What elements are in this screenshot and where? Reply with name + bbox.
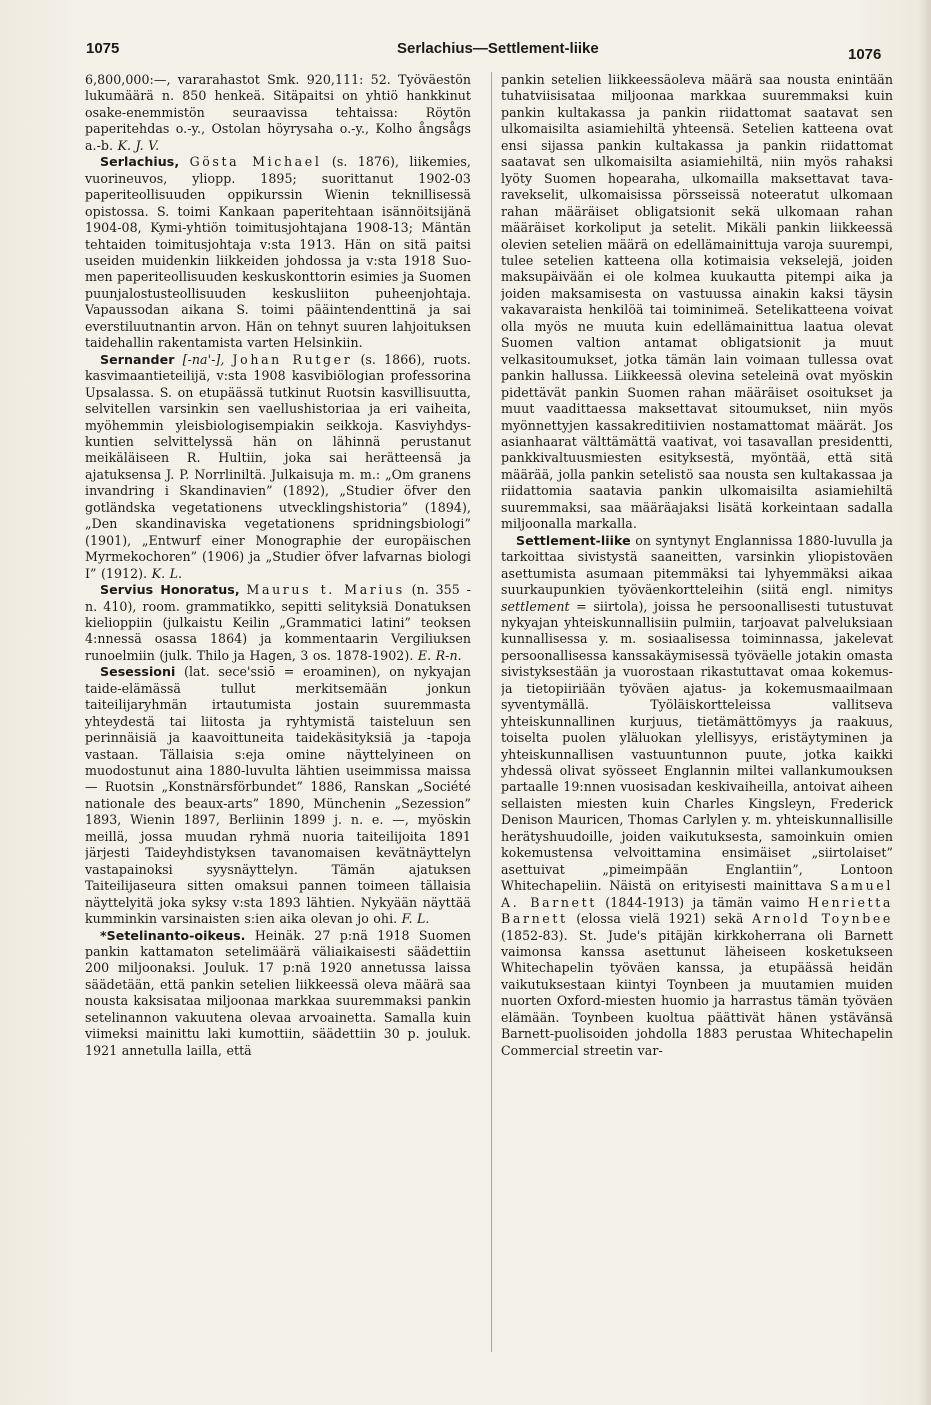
entry-text: (s. 1876), liikemies, vuorineuvos, yliopp. 1895; suorittanut 1902-03 paperiteollisuuden oppikurssin Wienin teknillisessä opistossa. S. toimi Kankaan paperitehtaan isännöitsijänä 1904-08, Kymi-yhtiön toimitusjohtajana 1908-13; Mäntän tehtaiden toimitusjohtaja v:sta 1913. Hän on sitä paitsi useiden muidenkin liikkeiden johdossa ja v:sta 1918 Suomen paperiteollisuuden keskuskonttorin esimies ja Suomen puunjalostusteollisuuden keskusliiton puheenjohtaja. Vapaussodan aikana S. toimi pääintendenttinä ja sai everstiluutnantin arvon. Hän on tehnyt suuren lahjoituksen taidehallin rakentamista varten Helsinkiin. <box>85 154 471 351</box>
page-number-left: 1075 <box>86 40 120 57</box>
article-continuation <box>85 72 471 154</box>
entry-servius <box>85 582 471 664</box>
entry-headword: Sernander <box>100 351 175 367</box>
entry-text: (s. 1866), ruots. kasvimaantieteilijä, v:sta 1908 kasvibiölogian professorina Upsalassa. S. on etupäässä tutkinut Ruotsin kasvillisuutta, selvitellen varsinkin sen vaellushistoriaa ja eri vaiheita, myöhemmin yleisbiologisempiakin seikkoja. Kasviyhdyskuntien selvittelyssä hän on lähinnä perustanut meikäläiseen R. Hultiin, joka sai herätteensä ja ajatuksensa J. P. Norrliniltä. Julkaisuja m. m.: „Om granens invandring i Skandinavien” (1892), „Studier öfver den gotländska vegetationens utvecklingshistoria” (1894), „Den skandinaviska vegetationens spridningsbiologi” (1901), „Entwurf einer Monographie der europäischen Myrmekochoren” (1906) ja „Studier öfver lafvarnas biologi I” (1912). <box>85 351 471 581</box>
author-signature: K. J. V. <box>117 137 160 153</box>
column-divider <box>491 72 492 1352</box>
running-title: Serlachius—Settlement-liike <box>397 40 599 57</box>
entry-headword: Settlement-liike <box>516 532 631 548</box>
author-signature: E. R-n. <box>417 647 462 663</box>
person-name: Maurus t. Marius <box>246 582 405 598</box>
entry-text: = siirtola), joissa he persoonallisesti tutustuvat nykyajan yhteiskunnallisiin pulmiin, tarjoavat palveluksiaan kunnallisessa y. m. sosiaalisessa toiminnassa, jakelevat persoonallisessa kanssakäymisessä työväelle jotakin omasta sivistyksestään ja vuorostaan rikastuttavat omaa kokemus- ja tietopiiriään työväen ajatus- ja kokemusmaailmaan syventymällä. Työläiskortteleissa vallitseva yhteiskunnallinen kurjuus, tietämättömyys ja raakuus, toiselta puolen yläluokan ylellisyys, eristäytyminen ja yhteiskunnallisen vastuuntunnon puute, jotka kaikki yhdessä olivat syösseet Englannin miltei vallankumouksen partaalle 19:nnen vuosisadan keskivaiheilla, antoivat aiheen sellaisten miesten kuin Charles Kingsleyn, Frederick Denison Mauricen, Thomas Carlylen y. m. yhteiskunnallisille herätyshuudoille, joiden vaikutuksesta, samoinkuin omien kokemustensa velvoittamina ensimäiset „siirtolaiset” asettuivat „pimeimpään Englantiin”, Lontoon Whitechapeliin. Näistä on erityisesti mainittava <box>501 598 893 894</box>
person-name: Arnold Toynbee <box>752 911 893 927</box>
author-signature: F. L. <box>401 911 430 927</box>
entry-headword: Serlachius, <box>100 154 180 170</box>
entry-text: (elossa vielä 1921) sekä <box>576 911 744 927</box>
right-column <box>501 72 893 1372</box>
person-name: Henrietta Barnett <box>501 894 893 927</box>
entry-text: Heinäk. 27 p:nä 1918 Suomen pankin kattamaton setelimäärä väliaikaisesti säädettiin 200 miljoonaksi. Jouluk. 17 p:nä 1920 annetussa laissa säädetään, että pankin setelien liikkeessä oleva määrä saa nousta kaksisataa miljoonaa markkaa suuremmaksi pankin setelinannon vakuutena olevaa arvoainetta. Samalla kuin viimeksi mainittu laki kumottiin, säädettiin 30 p. jouluk. 1921 annetulla lailla, että <box>85 927 471 1058</box>
entry-headword: Sesessioni <box>100 664 176 680</box>
entry-settlement <box>501 533 893 1060</box>
author-signature: K. L. <box>151 565 183 581</box>
pronunciation: [-na'-], <box>182 351 225 367</box>
left-column <box>85 72 471 1372</box>
entry-text: (n. 355 - n. 410), room. grammatikko, sepitti selityksiä Donatuksen kielioppiin (julkaistu Keilin „Grammatici latini” teoksen 4:nnessä osassa 1864) ja kommentaarin Vergiliuksen runoelmiin (julk. Thilo ja Hagen, 3 os. 1878-1902). <box>85 582 471 663</box>
running-header <box>0 36 931 66</box>
person-name: Samuel A. Barnett <box>501 878 893 910</box>
setelinanto-continuation <box>501 72 893 533</box>
entry-text: pankin setelien liikkeessäoleva määrä saa nousta enintään tuhatviisisataa miljoonaa markkaa suuremmaksi kuin pankin kultakassa ja pankin riidattomat saatavat sen ulkomaisilta asiamiehiltä yhteensä. Setelien katteena ovat ensi sijassa pankin kultakassa ja pankin riidattomat saatavat sen ulkomaisilta asiamiehiltä, niin myös rahaksi lyöty Suomen hopearaha, ulkomailla maksettavat tavaravekselit, ulkomaisissa pörsseissä noteeratut ulkomaan rahan määräiset obligatsionit sekä ulkomaan rahan määräiset korkoliput ja setelit. Mikäli pankin liikkeessä olevien setelien määrä on edellämainittuja varoja suurempi, tulee setelien katteena olla kotimaisia vekselejä, joiden maksupäivään ei ole kolmea kuukautta pitempi aika ja joiden maksamisesta on vastuussa ainakin kaksi täysin vakavaraista henkilöä tai toiminimeä. Setelikatteena voivat olla myös ne muuta kuin edellämainittua laatua olevat Suomen valtion antamat obligatsionit ja muut velkasitoumukset, jotka tämän lain voimaan tullessa ovat pankin hallussa. Liikkeessä olevina seteleinä ovat myöskin pidettävät pankin Suomen rahan määräiset osoitukset ja muut vaadittaessa maksettavat sitoumukset, niin myös myönnettyjen kassakreditiivien nostamattomat määrät. Jos asianhaarat välttämättä vaativat, voi tasavallan presidentti, pankkivaltuusmiesten esityksestä, myöntää, että sitä määrää, jolla pankin setelistö saa nousta sen kultakassaa ja riidattomia saatavia pankin ulkomaisilta asiamiehiltä suuremmaksi, saa määräajaksi lisätä korkeintaan sadalla miljoonalla markalla. <box>501 72 893 532</box>
entry-headword: *Setelinanto-oikeus. <box>100 927 246 943</box>
entry-text: (1844-1913) ja tämän vaimo <box>605 894 800 910</box>
continuation-text: 6,800,000:—, vararahastot Smk. 920,111: 52. Työväestön lukumäärä n. 850 henkeä. Sitäpaitsi on yhtiö hankkinut osake-enemmistön seuraavissa tehtaissa: Röytön paperitehdas o.-y., Ostolan höyrysaha o.-y., Kolho ångsågs a.-b. <box>85 72 471 153</box>
person-name: Johan Rutger <box>232 351 353 367</box>
page-edge-shadow <box>919 0 931 1405</box>
entry-sesessioni <box>85 664 471 927</box>
entry-sernander <box>85 352 471 582</box>
person-name: Gösta Michael <box>189 154 322 170</box>
entry-setelinanto <box>85 928 471 1060</box>
entry-text: on syntynyt Englannissa 1880-luvulla ja tarkoittaa sivistystä saaneitten, varsinkin yliopistoväen asettumista asumaan pitemmäksi tai lyhyemmäksi aikaa suurkaupunkien työväenkortteleihin (siitä engl. nimitys <box>501 532 893 598</box>
entry-text: (1852-83). St. Jude's pitäjän kirkkoherrana oli Barnett vaimonsa kanssa asettunut läheiseen kosketukseen Whitechapelin työväen kanssa, ja etupäässä heidän vaikutuksestaan kiintyi Toynbeen ja muutamien muiden nuorten Oxford-miesten huomio ja harrastus tämän työväen elämään. Toynbeen kuoltua päättivät hänen ystävänsä Barnett-puolisoiden johdolla 1883 perustaa Whitechapelin Commercial streetin var- <box>501 927 893 1058</box>
term-italic: settlement <box>501 598 570 614</box>
entry-headword: Servius Honoratus, <box>100 582 240 598</box>
page-number-right: 1076 <box>848 46 882 63</box>
entry-text: (lat. sece'ssiō = eroaminen), on nykyajan taide-elämässä tullut merkitsemään jonkun taiteilijaryhmän irtautumista jostain suuremmasta yhteydestä tai liitosta ja ryhtymistä taisteluun sen perinnäisiä ja kaavoittuneita taidekäsityksiä ja -tapoja vastaan. Tällaisia s:eja omine näyttelyineen on muodostunut aina 1880-luvulta lähtien useimmissa maissa — Ruotsin „Konstnärsförbundet” 1886, Ranskan „Société nationale des beaux-arts” 1890, Münchenin „Sezession” 1893, Wienin 1897, Berliinin 1899 j. n. e. —, myöskin meillä, jossa muudan ryhmä nuoria taiteilijoita 1891 järjesti Taideyhdistyksen tavanomaisen kevätnäyttelyn vastapainoksi syysnäyttelyn. Tämän ajatuksen Taiteilijaseura sitten omaksui pannen toimeen tällaisia näyttelyitä joka syksy v:sta 1893 lähtien. Nykyään näyttää kumminkin varsinaisten s:ien aika olevan jo ohi. <box>85 664 471 927</box>
entry-serlachius <box>85 154 471 351</box>
